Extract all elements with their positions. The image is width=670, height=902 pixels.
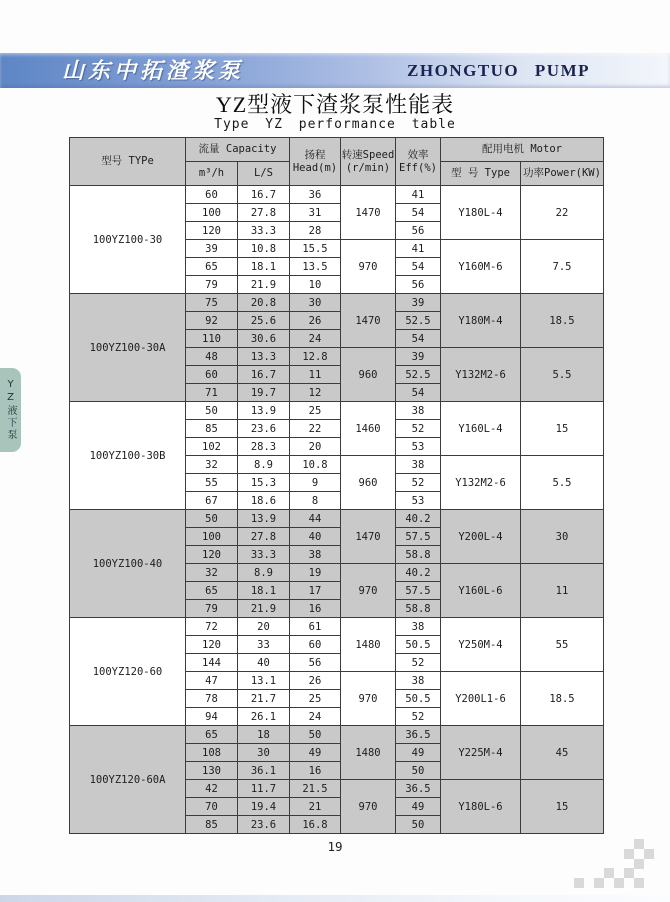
speed-cell: 970	[341, 564, 396, 618]
eff-cell: 50.5	[396, 690, 441, 708]
head-cell: 21	[290, 798, 341, 816]
col-header-capacity-ls: L/S	[238, 162, 290, 186]
checker-square	[594, 878, 604, 888]
eff-cell: 58.8	[396, 600, 441, 618]
capacity-ls-cell: 28.3	[238, 438, 290, 456]
checker-square	[634, 859, 644, 869]
eff-cell: 40.2	[396, 510, 441, 528]
performance-table-body	[70, 186, 604, 834]
eff-cell: 40.2	[396, 564, 441, 582]
motor-power-cell: 5.5	[521, 456, 604, 510]
head-cell: 49	[290, 744, 341, 762]
head-cell: 31	[290, 204, 341, 222]
eff-cell: 52	[396, 420, 441, 438]
capacity-m3h-cell: 50	[186, 402, 238, 420]
head-cell: 16.8	[290, 816, 341, 834]
capacity-ls-cell: 21.7	[238, 690, 290, 708]
motor-power-cell: 15	[521, 402, 604, 456]
col-header-speed-en: (r/min)	[345, 161, 391, 174]
checker-square	[624, 868, 634, 878]
head-cell: 26	[290, 672, 341, 690]
speed-cell: 1460	[341, 402, 396, 456]
head-cell: 50	[290, 726, 341, 744]
performance-table	[69, 137, 604, 834]
eff-cell: 38	[396, 672, 441, 690]
checker-square	[614, 878, 624, 888]
capacity-m3h-cell: 75	[186, 294, 238, 312]
motor-type-cell: Y200L-4	[441, 510, 521, 564]
head-cell: 15.5	[290, 240, 341, 258]
capacity-m3h-cell: 48	[186, 348, 238, 366]
capacity-m3h-cell: 70	[186, 798, 238, 816]
motor-power-cell: 45	[521, 726, 604, 780]
eff-cell: 36.5	[396, 780, 441, 798]
eff-cell: 52.5	[396, 366, 441, 384]
capacity-ls-cell: 21.9	[238, 276, 290, 294]
model-cell: 100YZ100-30A	[70, 294, 186, 402]
eff-cell: 38	[396, 618, 441, 636]
capacity-ls-cell: 25.6	[238, 312, 290, 330]
speed-cell: 970	[341, 240, 396, 294]
capacity-m3h-cell: 85	[186, 420, 238, 438]
capacity-ls-cell: 36.1	[238, 762, 290, 780]
capacity-m3h-cell: 102	[186, 438, 238, 456]
capacity-m3h-cell: 42	[186, 780, 238, 798]
capacity-m3h-cell: 100	[186, 204, 238, 222]
col-header-speed	[341, 138, 396, 186]
capacity-ls-cell: 16.7	[238, 186, 290, 204]
head-cell: 16	[290, 762, 341, 780]
eff-cell: 52	[396, 474, 441, 492]
motor-power-cell: 22	[521, 186, 604, 240]
motor-power-cell: 7.5	[521, 240, 604, 294]
col-header-motor-power: 功率Power(KW)	[521, 162, 604, 186]
speed-cell: 1480	[341, 618, 396, 672]
capacity-m3h-cell: 55	[186, 474, 238, 492]
capacity-ls-cell: 33.3	[238, 546, 290, 564]
eff-cell: 41	[396, 240, 441, 258]
checker-square	[634, 878, 644, 888]
speed-cell: 960	[341, 348, 396, 402]
head-cell: 10.8	[290, 456, 341, 474]
capacity-ls-cell: 21.9	[238, 600, 290, 618]
speed-cell: 1470	[341, 510, 396, 564]
eff-cell: 52	[396, 654, 441, 672]
capacity-m3h-cell: 65	[186, 726, 238, 744]
capacity-ls-cell: 8.9	[238, 564, 290, 582]
capacity-m3h-cell: 108	[186, 744, 238, 762]
motor-type-cell: Y225M-4	[441, 726, 521, 780]
checker-square	[604, 868, 614, 878]
table-row	[70, 402, 604, 420]
capacity-ls-cell: 27.8	[238, 528, 290, 546]
capacity-m3h-cell: 94	[186, 708, 238, 726]
header-band	[0, 53, 670, 88]
head-cell: 25	[290, 690, 341, 708]
capacity-ls-cell: 18.6	[238, 492, 290, 510]
head-cell: 11	[290, 366, 341, 384]
head-cell: 60	[290, 636, 341, 654]
eff-cell: 56	[396, 276, 441, 294]
motor-power-cell: 11	[521, 564, 604, 618]
capacity-m3h-cell: 60	[186, 186, 238, 204]
speed-cell: 960	[341, 456, 396, 510]
capacity-ls-cell: 33	[238, 636, 290, 654]
checker-square	[634, 839, 644, 849]
capacity-m3h-cell: 65	[186, 258, 238, 276]
capacity-ls-cell: 10.8	[238, 240, 290, 258]
head-cell: 17	[290, 582, 341, 600]
model-cell: 100YZ100-30	[70, 186, 186, 294]
sidebar-tab-label: YZ液下泵	[5, 379, 16, 441]
head-cell: 36	[290, 186, 341, 204]
eff-cell: 53	[396, 492, 441, 510]
motor-type-cell: Y200L1-6	[441, 672, 521, 726]
head-cell: 28	[290, 222, 341, 240]
motor-power-cell: 5.5	[521, 348, 604, 402]
eff-cell: 57.5	[396, 528, 441, 546]
capacity-ls-cell: 11.7	[238, 780, 290, 798]
capacity-m3h-cell: 65	[186, 582, 238, 600]
page-number: 19	[327, 839, 343, 854]
col-header-capacity: 流量 Capacity	[186, 138, 290, 162]
capacity-m3h-cell: 100	[186, 528, 238, 546]
eff-cell: 52.5	[396, 312, 441, 330]
capacity-m3h-cell: 130	[186, 762, 238, 780]
head-cell: 12	[290, 384, 341, 402]
capacity-m3h-cell: 32	[186, 564, 238, 582]
head-cell: 25	[290, 402, 341, 420]
eff-cell: 49	[396, 798, 441, 816]
capacity-ls-cell: 18.1	[238, 582, 290, 600]
table-row	[70, 510, 604, 528]
capacity-ls-cell: 19.4	[238, 798, 290, 816]
motor-power-cell: 18.5	[521, 672, 604, 726]
capacity-m3h-cell: 47	[186, 672, 238, 690]
col-header-eff-zh: 效率	[407, 148, 429, 161]
checker-square	[644, 849, 654, 859]
eff-cell: 56	[396, 222, 441, 240]
capacity-m3h-cell: 79	[186, 600, 238, 618]
motor-type-cell: Y180L-4	[441, 186, 521, 240]
motor-type-cell: Y160M-6	[441, 240, 521, 294]
motor-type-cell: Y132M2-6	[441, 456, 521, 510]
page-title-zh: YZ型液下渣浆泵性能表	[215, 92, 455, 117]
table-row	[70, 618, 604, 636]
eff-cell: 38	[396, 456, 441, 474]
eff-cell: 41	[396, 186, 441, 204]
capacity-m3h-cell: 120	[186, 546, 238, 564]
checker-square	[574, 878, 584, 888]
motor-power-cell: 15	[521, 780, 604, 834]
model-cell: 100YZ120-60	[70, 618, 186, 726]
capacity-m3h-cell: 71	[186, 384, 238, 402]
col-header-model: 型号 TYPe	[70, 138, 186, 186]
head-cell: 26	[290, 312, 341, 330]
eff-cell: 53	[396, 438, 441, 456]
capacity-ls-cell: 33.3	[238, 222, 290, 240]
capacity-ls-cell: 13.1	[238, 672, 290, 690]
capacity-ls-cell: 27.8	[238, 204, 290, 222]
head-cell: 9	[290, 474, 341, 492]
capacity-m3h-cell: 67	[186, 492, 238, 510]
capacity-m3h-cell: 72	[186, 618, 238, 636]
head-cell: 22	[290, 420, 341, 438]
capacity-ls-cell: 30.6	[238, 330, 290, 348]
capacity-m3h-cell: 144	[186, 654, 238, 672]
capacity-m3h-cell: 120	[186, 222, 238, 240]
capacity-ls-cell: 8.9	[238, 456, 290, 474]
motor-type-cell: Y250M-4	[441, 618, 521, 672]
brand-name: ZHONGTUO PUMP	[407, 61, 590, 80]
capacity-ls-cell: 13.3	[238, 348, 290, 366]
capacity-ls-cell: 40	[238, 654, 290, 672]
eff-cell: 50	[396, 762, 441, 780]
capacity-ls-cell: 18	[238, 726, 290, 744]
table-row	[70, 294, 604, 312]
head-cell: 16	[290, 600, 341, 618]
table-row	[70, 726, 604, 744]
model-cell: 100YZ100-30B	[70, 402, 186, 510]
head-cell: 13.5	[290, 258, 341, 276]
col-header-head-zh: 扬程	[304, 148, 326, 161]
col-header-head-en: Head(m)	[292, 161, 338, 174]
capacity-ls-cell: 13.9	[238, 402, 290, 420]
col-header-head	[290, 138, 341, 186]
capacity-m3h-cell: 79	[186, 276, 238, 294]
capacity-ls-cell: 20	[238, 618, 290, 636]
eff-cell: 39	[396, 294, 441, 312]
head-cell: 44	[290, 510, 341, 528]
speed-cell: 1470	[341, 294, 396, 348]
col-header-motor: 配用电机 Motor	[441, 138, 604, 162]
capacity-ls-cell: 26.1	[238, 708, 290, 726]
capacity-ls-cell: 13.9	[238, 510, 290, 528]
capacity-m3h-cell: 32	[186, 456, 238, 474]
capacity-ls-cell: 15.3	[238, 474, 290, 492]
eff-cell: 57.5	[396, 582, 441, 600]
head-cell: 12.8	[290, 348, 341, 366]
sidebar-tab-yz-pump	[0, 368, 21, 452]
speed-cell: 970	[341, 672, 396, 726]
capacity-m3h-cell: 85	[186, 816, 238, 834]
speed-cell: 1480	[341, 726, 396, 780]
footer-band	[0, 895, 670, 902]
motor-power-cell: 18.5	[521, 294, 604, 348]
model-cell: 100YZ120-60A	[70, 726, 186, 834]
eff-cell: 54	[396, 330, 441, 348]
capacity-m3h-cell: 39	[186, 240, 238, 258]
head-cell: 24	[290, 708, 341, 726]
head-cell: 10	[290, 276, 341, 294]
capacity-ls-cell: 23.6	[238, 420, 290, 438]
capacity-ls-cell: 23.6	[238, 816, 290, 834]
head-cell: 61	[290, 618, 341, 636]
head-cell: 38	[290, 546, 341, 564]
capacity-ls-cell: 16.7	[238, 366, 290, 384]
head-cell: 8	[290, 492, 341, 510]
col-header-motor-type: 型 号 Type	[441, 162, 521, 186]
capacity-m3h-cell: 60	[186, 366, 238, 384]
capacity-m3h-cell: 78	[186, 690, 238, 708]
head-cell: 19	[290, 564, 341, 582]
motor-power-cell: 55	[521, 618, 604, 672]
capacity-ls-cell: 30	[238, 744, 290, 762]
eff-cell: 54	[396, 258, 441, 276]
head-cell: 56	[290, 654, 341, 672]
motor-type-cell: Y160L-4	[441, 402, 521, 456]
eff-cell: 50.5	[396, 636, 441, 654]
table-row	[70, 186, 604, 204]
motor-type-cell: Y132M2-6	[441, 348, 521, 402]
eff-cell: 49	[396, 744, 441, 762]
eff-cell: 38	[396, 402, 441, 420]
speed-cell: 1470	[341, 186, 396, 240]
col-header-speed-zh: 转速Speed	[341, 148, 395, 161]
head-cell: 24	[290, 330, 341, 348]
head-cell: 20	[290, 438, 341, 456]
model-cell: 100YZ100-40	[70, 510, 186, 618]
eff-cell: 58.8	[396, 546, 441, 564]
capacity-m3h-cell: 110	[186, 330, 238, 348]
table-header	[70, 138, 604, 186]
capacity-m3h-cell: 120	[186, 636, 238, 654]
eff-cell: 52	[396, 708, 441, 726]
motor-type-cell: Y180L-6	[441, 780, 521, 834]
page-title-en: Type YZ performance table	[214, 117, 456, 132]
head-cell: 30	[290, 294, 341, 312]
eff-cell: 54	[396, 384, 441, 402]
eff-cell: 39	[396, 348, 441, 366]
eff-cell: 50	[396, 816, 441, 834]
eff-cell: 36.5	[396, 726, 441, 744]
capacity-ls-cell: 18.1	[238, 258, 290, 276]
capacity-m3h-cell: 92	[186, 312, 238, 330]
head-cell: 21.5	[290, 780, 341, 798]
head-cell: 40	[290, 528, 341, 546]
col-header-eff	[396, 138, 441, 186]
eff-cell: 54	[396, 204, 441, 222]
motor-type-cell: Y160L-6	[441, 564, 521, 618]
company-logo-text: 山东中拓渣浆泵	[62, 58, 245, 83]
col-header-capacity-m3h: m³/h	[186, 162, 238, 186]
capacity-ls-cell: 19.7	[238, 384, 290, 402]
col-header-eff-en: Eff(%)	[399, 161, 437, 174]
motor-type-cell: Y180M-4	[441, 294, 521, 348]
checker-square	[624, 849, 634, 859]
capacity-ls-cell: 20.8	[238, 294, 290, 312]
speed-cell: 970	[341, 780, 396, 834]
motor-power-cell: 30	[521, 510, 604, 564]
capacity-m3h-cell: 50	[186, 510, 238, 528]
